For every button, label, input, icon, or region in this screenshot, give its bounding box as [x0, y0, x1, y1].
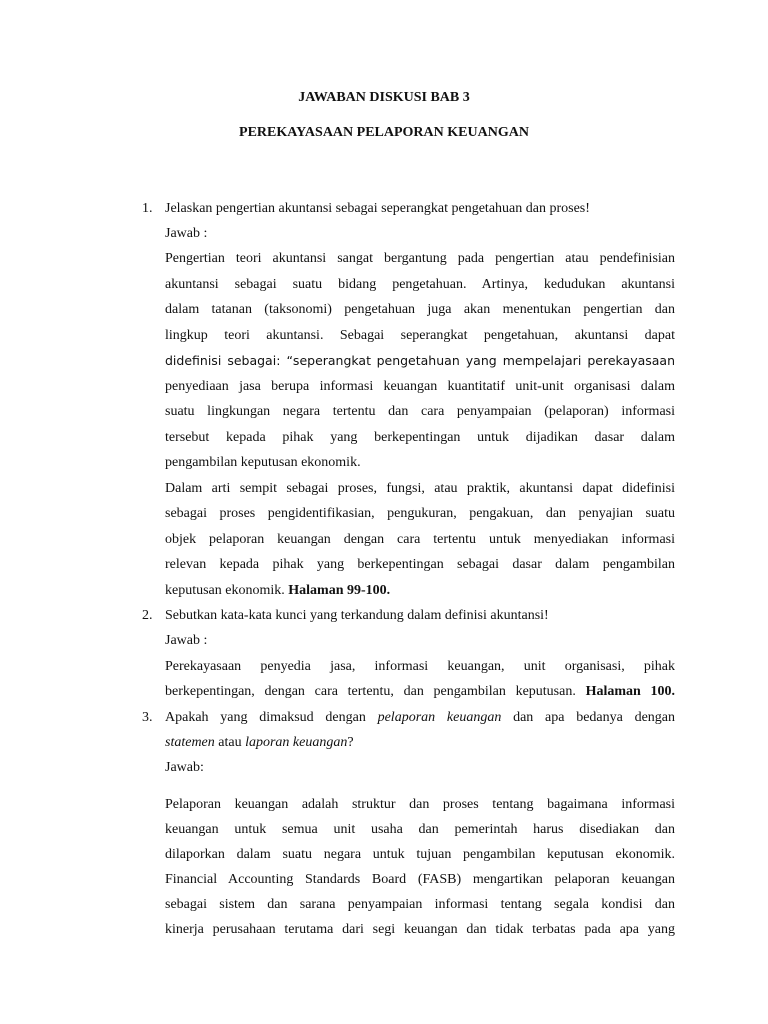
- question-3-text: [165, 709, 675, 727]
- answer-3-line: dilaporkan dalam suatu negara untuk tujuan pengambilan keputusan ekonomik.: [165, 847, 675, 862]
- answer-2-last-text: berkepentingan, dengan cara tertentu, dan pengambilan keputusan.: [165, 684, 586, 699]
- answer-1-line: Pengertian teori akuntansi sangat bergantung pada pengertian atau pendefinisian: [165, 251, 675, 266]
- answer-2-page-reference: Halaman 100.: [585, 684, 676, 699]
- question-3-term-pelaporan: pelaporan keuangan: [377, 710, 502, 725]
- answer-3-line: sebagai sistem dan sarana penyampaian informasi tentang segala kondisi dan: [165, 897, 675, 912]
- answer-3-line: Pelaporan keuangan adalah struktur dan proses tentang bagaimana informasi: [165, 797, 675, 812]
- answer-1-line: relevan kepada pihak yang berkepentingan sebagai dasar dalam pengambilan: [165, 557, 675, 572]
- document-title: JAWABAN DISKUSI BAB 3: [298, 90, 470, 105]
- question-1-answer-label: Jawab :: [165, 226, 208, 241]
- question-2-number: 2.: [142, 608, 153, 623]
- answer-1-line: [165, 582, 675, 600]
- question-3-term-statemen: statemen: [165, 735, 215, 750]
- question-3-text-continued: [165, 734, 675, 752]
- answer-1-line: Dalam arti sempit sebagai proses, fungsi, atau praktik, akuntansi dapat didefinisi: [165, 481, 675, 496]
- definition-quote-start: didefinisi sebagai: “seperangkat: [165, 353, 371, 368]
- answer-3-line: Financial Accounting Standards Board (FASB) mengartikan pelaporan keuangan: [165, 872, 675, 887]
- answer-1-line: sebagai proses pengidentifikasian, pengukuran, pengakuan, dan penyajian suatu: [165, 506, 675, 521]
- question-3-number: 3.: [142, 710, 153, 725]
- answer-1-line: suatu lingkungan negara tertentu dan cara penyampaian (pelaporan) informasi: [165, 404, 675, 419]
- answer-1-line: akuntansi sebagai suatu bidang pengetahuan. Artinya, kedudukan akuntansi: [165, 277, 675, 292]
- answer-1-page-reference: Halaman 99-100.: [288, 583, 391, 598]
- answer-1-last-text: keputusan ekonomik.: [165, 583, 289, 598]
- question-1-number: 1.: [142, 201, 153, 216]
- answer-2-line: Perekayasaan penyedia jasa, informasi keuangan, unit organisasi, pihak: [165, 659, 675, 674]
- answer-2-line: [165, 683, 675, 701]
- question-3-part: dan apa bedanya dengan: [501, 710, 676, 725]
- answer-1-line: objek pelaporan keuangan dengan cara tertentu untuk menyediakan informasi: [165, 532, 675, 547]
- answer-3-line: kinerja perusahaan terutama dari segi keuangan dan tidak terbatas pada apa yang: [165, 922, 675, 937]
- question-3-term-laporan: laporan keuangan: [245, 735, 348, 750]
- document-subtitle: PEREKAYASAAN PELAPORAN KEUANGAN: [239, 125, 529, 140]
- question-3-part: atau: [214, 735, 246, 750]
- answer-1-line: penyediaan jasa berupa informasi keuangan kuantitatif unit-unit organisasi dalam: [165, 379, 675, 394]
- question-1-text: Jelaskan pengertian akuntansi sebagai seperangkat pengetahuan dan proses!: [165, 201, 590, 216]
- answer-3-line: keuangan untuk semua unit usaha dan pemerintah harus disediakan dan: [165, 822, 675, 837]
- answer-1-line: dalam tatanan (taksonomi) pengetahuan juga akan menentukan pengertian dan: [165, 302, 675, 317]
- question-3-answer-label: Jawab:: [165, 760, 204, 775]
- answer-1-line: tersebut kepada pihak yang berkepentingan untuk dijadikan dasar dalam: [165, 430, 675, 445]
- answer-1-line: pengambilan keputusan ekonomik.: [165, 455, 361, 470]
- question-3-part: Apakah yang dimaksud dengan: [165, 710, 378, 725]
- definition-quote-rest: pengetahuan yang mempelajari perekayasaan: [376, 353, 676, 368]
- question-2-answer-label: Jawab :: [165, 633, 208, 648]
- question-2-text: Sebutkan kata-kata kunci yang terkandung dalam definisi akuntansi!: [165, 608, 549, 623]
- question-3-part: ?: [347, 735, 354, 750]
- answer-1-line: lingkup teori akuntansi. Sebagai seperangkat pengetahuan, akuntansi dapat: [165, 328, 675, 343]
- answer-1-line: [165, 352, 675, 371]
